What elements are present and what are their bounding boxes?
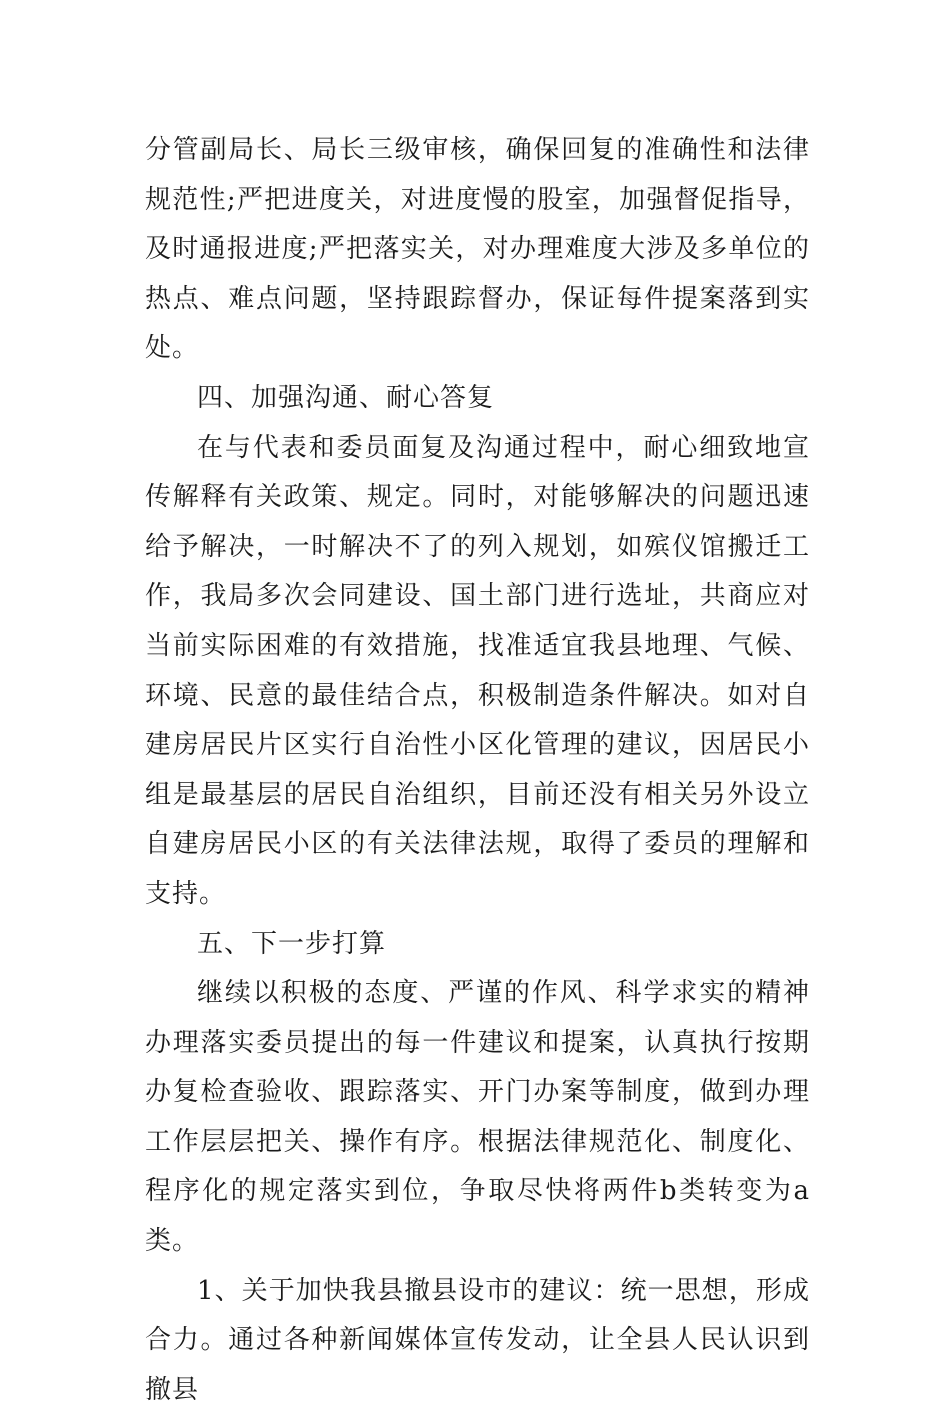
paragraph-review-process: 分管副局长、局长三级审核，确保回复的准确性和法律规范性;严把进度关，对进度慢的股室，加强督促指导，及时通报进度;严把落实关，对办理难度大涉及多单位的热点、难点问题，坚持跟踪督办，保证每件提案落到实处。 [145,135,810,364]
document-body [145,126,810,1415]
paragraph-next-steps: 继续以积极的态度、严谨的作风、科学求实的精神办理落实委员提出的每一件建议和提案，认真执行按期办复检查验收、跟踪落实、开门办案等制度，做到办理工作层层把关、操作有序。根据法律规范化、制度化、程序化的规定落实到位，争取尽快将两件b类转变为a类。 [145,978,810,1257]
section-heading-communication: 四、加强沟通、耐心答复 [197,382,495,413]
paragraph-communication: 在与代表和委员面复及沟通过程中，耐心细致地宣传解释有关政策、规定。同时，对能够解决的问题迅速给予解决，一时解决不了的列入规划，如殡仪馆搬迁工作，我局多次会同建设、国土部门进行选址，共商应对当前实际困难的有效措施，找准适宜我县地理、气候、环境、民意的最佳结合点，积极制造条件解决。如对自建房居民片区实行自治性小区化管理的建议，因居民小组是最基层的居民自治组织，目前还没有相关另外设立自建房居民小区的有关法律法规，取得了委员的理解和支持。 [145,432,810,909]
paragraph-item-1: 1、关于加快我县撤县设市的建议：统一思想，形成合力。通过各种新闻媒体宣传发动，让全县人民认识到撤县 [145,1275,810,1405]
section-heading-next-steps: 五、下一步打算 [197,928,387,959]
